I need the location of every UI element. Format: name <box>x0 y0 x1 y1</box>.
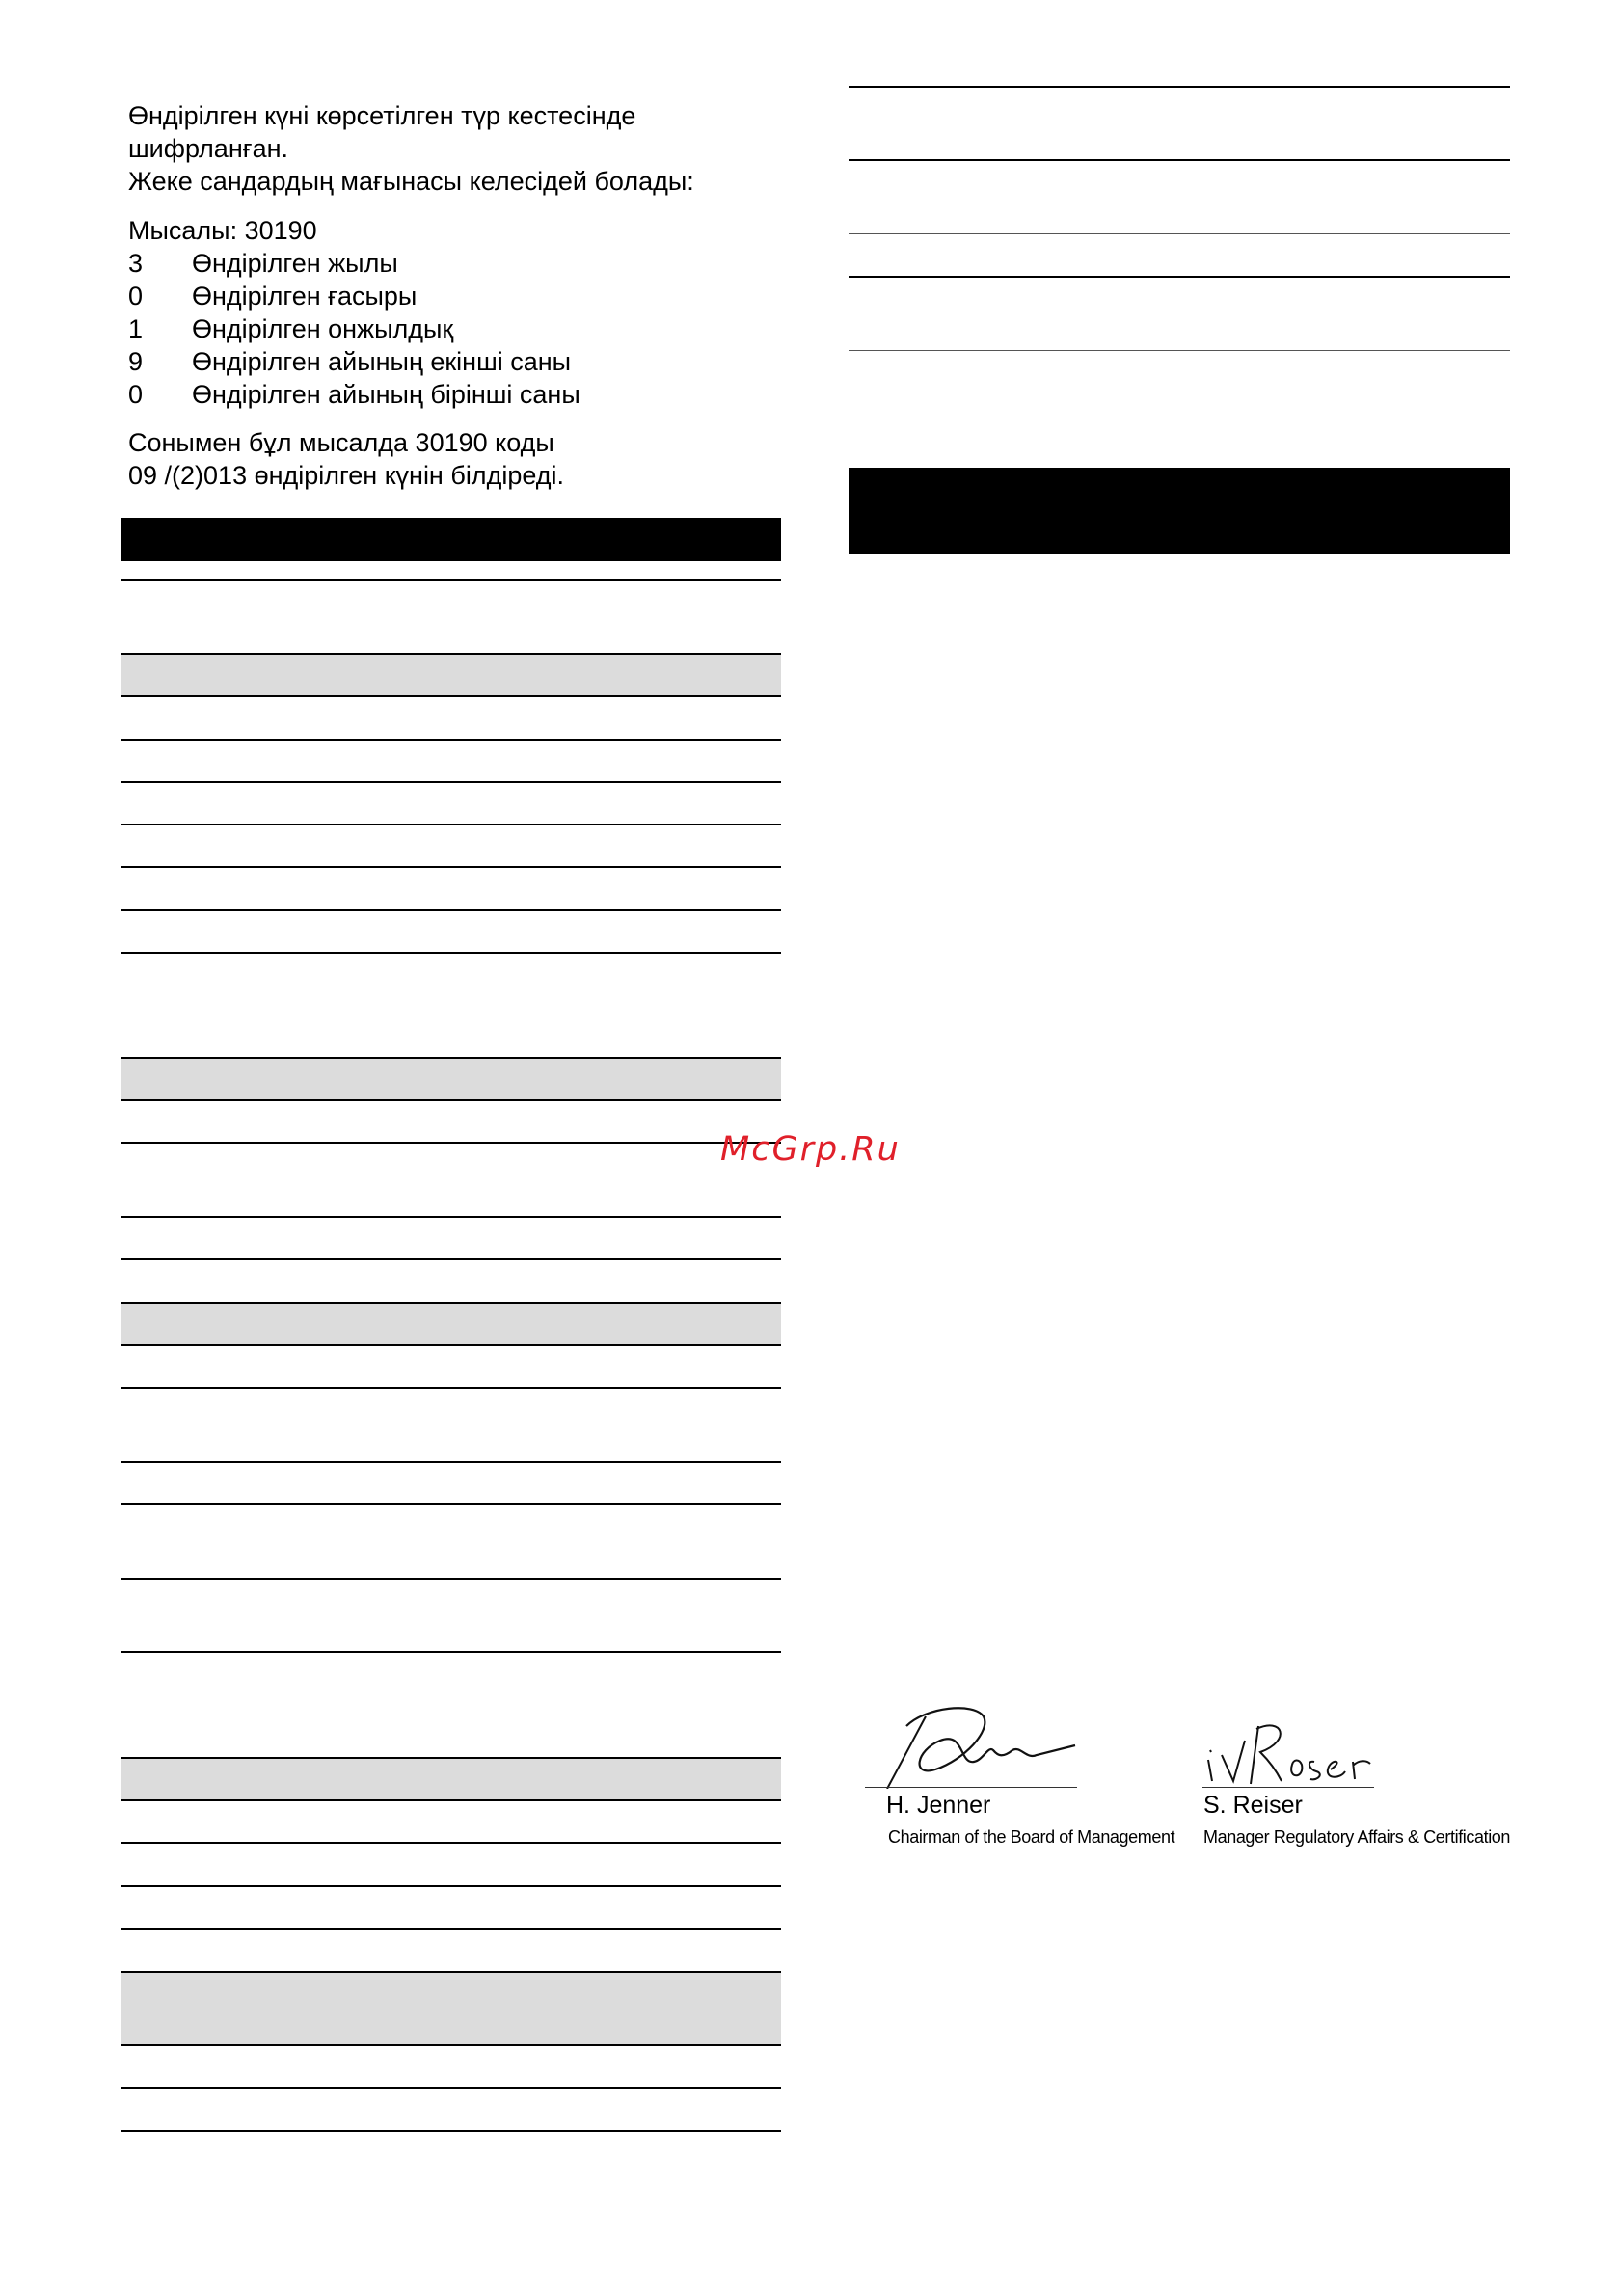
signer-title: Manager Regulatory Affairs & Certification <box>1203 1827 1511 1847</box>
intro-line-3: Жеке сандардың мағынасы келесідей болады: <box>128 167 694 196</box>
intro-line-2: шифрланған. <box>128 134 289 163</box>
table-rule <box>121 2130 781 2132</box>
digit-meaning: Өндірілген жылы <box>192 249 398 278</box>
example-label: Мысалы: 30190 <box>128 216 317 245</box>
table-rule <box>121 739 781 741</box>
table-rule <box>121 1799 781 1801</box>
conclusion-line-2: 09 /(2)013 өндірілген күнін білдіреді. <box>128 461 565 490</box>
digit-meaning: Өндірілген айының екінші саны <box>192 347 572 376</box>
table-rule <box>121 1057 781 1059</box>
signature-reiser <box>1201 1712 1374 1789</box>
table-rule <box>121 1885 781 1887</box>
table-rule <box>121 653 781 655</box>
digit-meaning: Өндірілген айының бірінші саны <box>192 380 580 409</box>
table-rule <box>121 824 781 825</box>
signature-line <box>1202 1787 1374 1788</box>
table-rule <box>121 1216 781 1218</box>
table-rule <box>121 1099 781 1101</box>
watermark: McGrp.Ru <box>720 1130 901 1169</box>
table-rule <box>121 866 781 868</box>
signature-jenner <box>868 1692 1090 1789</box>
table-rule <box>121 1928 781 1930</box>
digit: 0 <box>128 380 144 409</box>
conclusion-text <box>128 426 564 492</box>
table-shaded-row <box>121 1758 781 1800</box>
table-rule <box>121 1344 781 1346</box>
table-rule <box>121 1461 781 1463</box>
table-rule <box>121 2044 781 2046</box>
table-rule <box>849 159 1510 161</box>
conclusion-line-1: Сонымен бұл мысалда 30190 коды <box>128 428 554 457</box>
table-rule <box>849 350 1510 351</box>
table-shaded-row <box>121 1303 781 1345</box>
table-rule <box>121 1971 781 1973</box>
table-rule <box>121 952 781 954</box>
digit: 3 <box>128 249 144 278</box>
table-rule <box>849 86 1510 88</box>
intro-line-1: Өндірілген күні көрсетілген түр кестесінде <box>128 101 636 130</box>
table-rule <box>121 1842 781 1844</box>
table-rule <box>121 1387 781 1389</box>
signature-line <box>865 1787 1077 1788</box>
digit: 9 <box>128 347 144 376</box>
table-rule <box>849 233 1510 234</box>
left-table-header <box>121 518 781 561</box>
table-shaded-row <box>121 654 781 696</box>
intro-text <box>128 99 694 198</box>
table-shaded-row <box>121 1972 781 2045</box>
table-rule <box>121 1302 781 1304</box>
table-rule <box>121 781 781 783</box>
digit: 1 <box>128 314 144 343</box>
table-rule <box>121 1651 781 1653</box>
table-rule <box>121 2087 781 2089</box>
digit-meaning: Өндірілген ғасыры <box>192 282 418 311</box>
table-rule <box>121 1578 781 1580</box>
table-rule <box>121 695 781 697</box>
digit-meaning: Өндірілген онжылдық <box>192 314 454 343</box>
table-rule <box>121 909 781 911</box>
table-rule <box>121 1258 781 1260</box>
signer-name: S. Reiser <box>1203 1792 1303 1819</box>
table-rule <box>121 1142 781 1144</box>
digit: 0 <box>128 282 144 311</box>
table-rule <box>121 1503 781 1505</box>
signer-title: Chairman of the Board of Management <box>888 1827 1175 1847</box>
table-rule <box>849 276 1510 278</box>
table-shaded-row <box>121 1058 781 1100</box>
right-header-block <box>849 468 1510 554</box>
table-rule <box>121 579 781 581</box>
table-rule <box>121 1757 781 1759</box>
signer-name: H. Jenner <box>886 1792 991 1819</box>
